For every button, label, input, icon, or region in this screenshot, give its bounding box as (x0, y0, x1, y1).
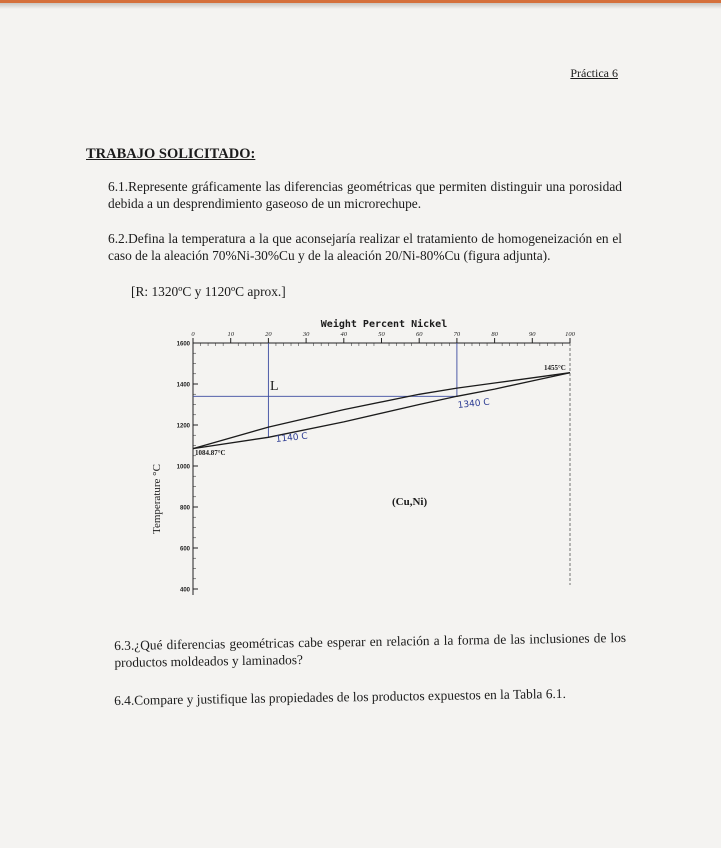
section-title: TRABAJO SOLICITADO: (86, 146, 256, 162)
x-tick-label-9: 90 (529, 331, 536, 338)
region-solid-label: (Cu,Ni) (392, 496, 428, 508)
x-axis-ticks (191, 331, 575, 346)
question-6-1: 6.1.Represente gráficamente las diferencias geométricas que permiten distinguir una porosidad debida a un desprendimiento gaseoso de un microrechupe. (108, 179, 622, 211)
cu-melting-point-label: 1084.87°C (195, 449, 226, 457)
y-axis-label: Temperature °C (151, 464, 163, 534)
y-tick-label-1: 1400 (176, 382, 190, 389)
handwritten-1340-label: 1340 C (457, 397, 491, 411)
y-tick-label-4: 800 (179, 505, 190, 512)
x-tick-label-7: 70 (453, 331, 461, 338)
x-tick-label-2: 20 (265, 331, 272, 338)
region-liquid-label: L (270, 379, 279, 394)
solidus-line (193, 373, 570, 449)
chart-title: Weight Percent Nickel (320, 319, 448, 330)
y-axis-ticks (177, 342, 198, 594)
y-tick-label-0: 1600 (176, 341, 190, 348)
cu-ni-phase-diagram (140, 312, 590, 612)
question-6-2: 6.2.Defina la temperatura a la que aconsejaría realizar el tratamiento de homogeneización en el caso de la aleación 70%Ni-30%Cu y de la aleación 20/Ni-80%Cu (figura adjunta). (108, 231, 622, 263)
x-tick-label-6: 60 (415, 331, 423, 338)
ni-melting-point-label: 1455°C (544, 364, 566, 372)
question-6-2-answer: [R: 1320ºC y 1120ºC aprox.] (131, 284, 286, 299)
question-6-3: 6.3.¿Qué diferencias geométricas cabe esperar en relación a la forma de las inclusiones de los productos moldeados y laminados? (114, 629, 627, 670)
x-tick-label-5: 50 (378, 331, 385, 338)
y-tick-label-2: 1200 (176, 423, 190, 430)
x-tick-label-10: 100 (565, 331, 575, 338)
y-tick-label-6: 400 (179, 587, 190, 594)
page-shadow (0, 3, 721, 9)
x-tick-label-8: 80 (491, 331, 498, 338)
x-tick-label-3: 30 (302, 331, 310, 338)
handdrawn-guides (193, 343, 457, 437)
liquidus-line (193, 373, 570, 449)
question-6-4: 6.4.Compare y justifique las propiedades de los productos expuestos en la Tabla 6.1. (114, 685, 566, 708)
y-tick-label-3: 1000 (176, 464, 190, 471)
practice-header: Práctica 6 (570, 66, 618, 80)
y-tick-label-5: 600 (179, 546, 190, 553)
handwritten-1140-label: 1140 C (275, 431, 309, 445)
x-tick-label-1: 10 (227, 331, 234, 338)
x-tick-label-4: 40 (340, 331, 348, 338)
x-tick-label-0: 0 (191, 331, 195, 338)
